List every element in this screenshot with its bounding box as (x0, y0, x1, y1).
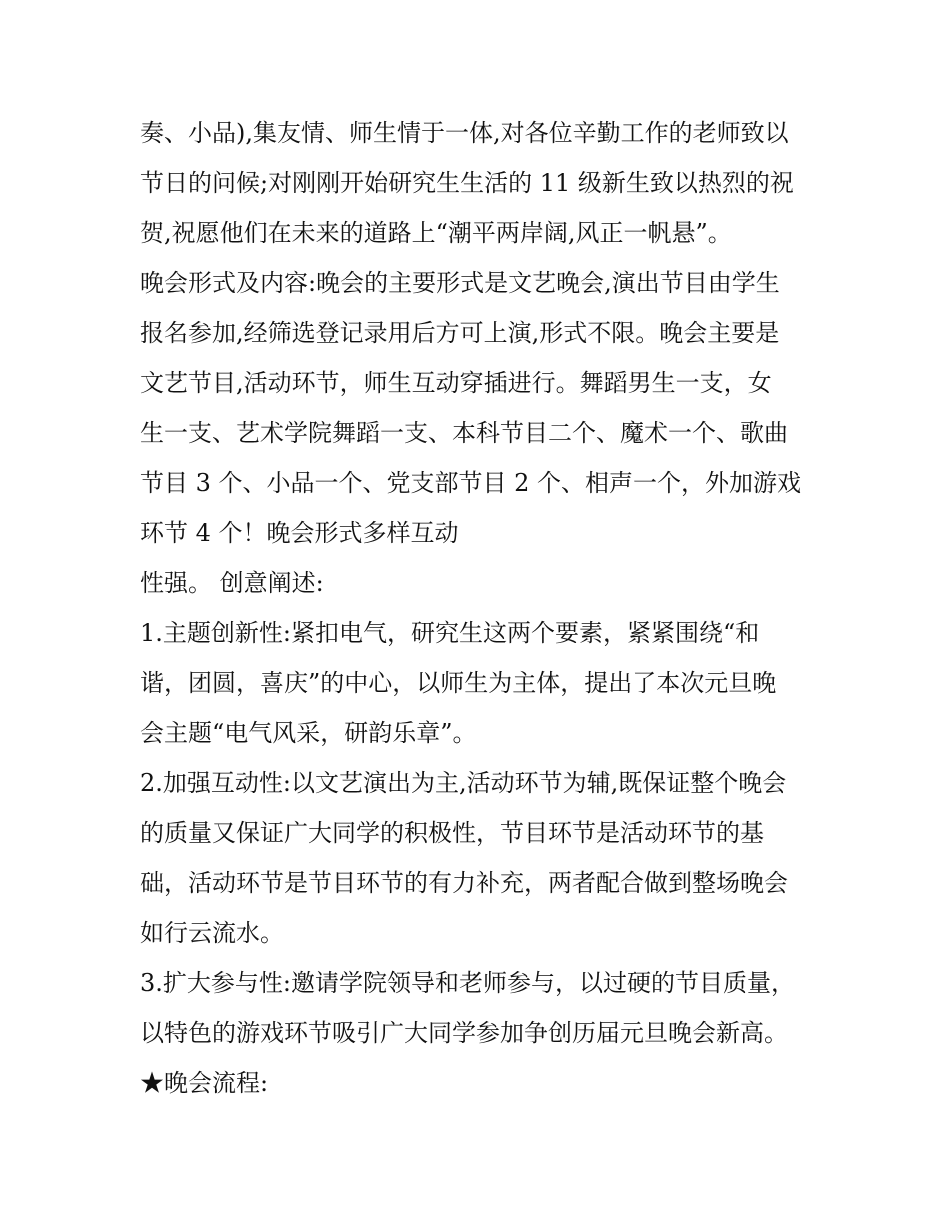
text-line-2: 节日的问候;对刚刚开始研究生生活的 11 级新生致以热烈的祝 (140, 169, 794, 197)
text-line-14: 2.加强互动性:以文艺演出为主,活动环节为辅,既保证整个晚会 (140, 769, 787, 797)
text-line-6: 文艺节目,活动环节，师生互动穿插进行。舞蹈男生一支，女 (140, 369, 772, 397)
text-line-3: 贺,祝愿他们在未来的道路上“潮平两岸阔,风正一帆悬”。 (140, 219, 732, 247)
text-line-8: 节目 3 个、小品一个、党支部节目 2 个、相声一个，外加游戏 (140, 469, 802, 497)
text-line-15: 的质量又保证广大同学的积极性，节目环节是活动环节的基 (140, 819, 764, 847)
text-line-7: 生一支、艺术学院舞蹈一支、本科节目二个、魔术一个、歌曲 (140, 419, 788, 447)
text-line-10: 性强。 创意阐述: (140, 569, 324, 597)
text-line-1: 奏、小品),集友情、师生情于一体,对各位辛勤工作的老师致以 (140, 119, 789, 147)
text-line-17: 如行云流水。 (140, 919, 284, 947)
text-line-12: 谐，团圆，喜庆”的中心，以师生为主体，提出了本次元旦晚 (140, 669, 777, 697)
text-line-4: 晚会形式及内容:晚会的主要形式是文艺晚会,演出节目由学生 (140, 269, 780, 297)
text-line-9: 环节 4 个！晚会形式多样互动 (140, 519, 459, 547)
text-line-19: 以特色的游戏环节吸引广大同学参加争创历届元旦晚会新高。 (140, 1019, 788, 1047)
text-line-16: 础，活动环节是节目环节的有力补充，两者配合做到整场晚会 (140, 869, 788, 897)
text-line-20: ★晚会流程: (140, 1069, 269, 1097)
text-line-11: 1.主题创新性:紧扣电气，研究生这两个要素，紧紧围绕“和 (140, 619, 760, 647)
text-line-18: 3.扩大参与性:邀请学院领导和老师参与，以过硬的节目质量， (140, 969, 795, 997)
text-line-5: 报名参加,经筛选登记录用后方可上演,形式不限。晚会主要是 (140, 319, 780, 347)
text-line-13: 会主题“电气风采，研韵乐章”。 (140, 719, 477, 747)
document-body (140, 108, 830, 1108)
